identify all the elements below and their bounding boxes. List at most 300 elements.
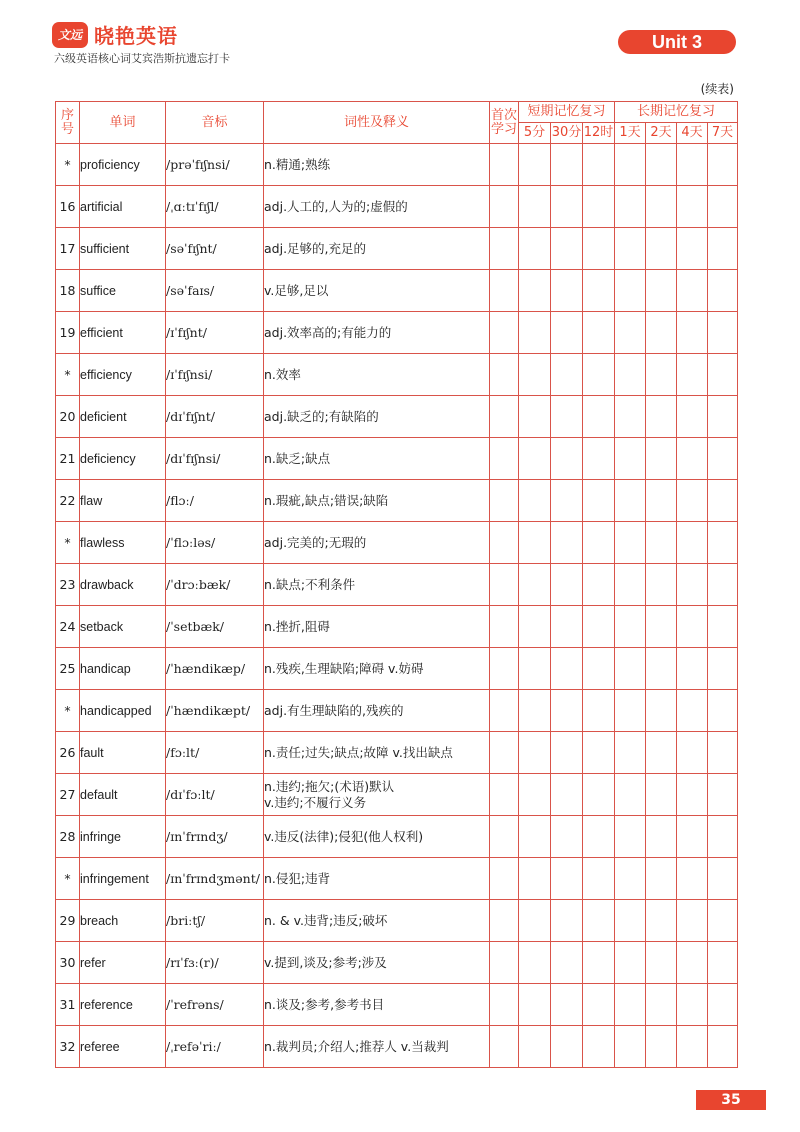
review-checkbox[interactable] (519, 774, 551, 816)
review-checkbox[interactable] (708, 522, 738, 564)
review-checkbox[interactable] (708, 732, 738, 774)
review-checkbox[interactable] (551, 942, 583, 984)
review-checkbox[interactable] (615, 186, 646, 228)
row-index: * (56, 354, 80, 396)
col-30min: 30分 (551, 123, 583, 144)
review-checkbox[interactable] (583, 690, 615, 732)
review-checkbox[interactable] (677, 816, 708, 858)
row-definition (264, 438, 490, 480)
review-checkbox[interactable] (615, 816, 646, 858)
review-checkbox[interactable] (615, 858, 646, 900)
col-index: 序号 (56, 102, 80, 144)
review-checkbox[interactable] (677, 942, 708, 984)
review-checkbox[interactable] (646, 858, 677, 900)
review-checkbox[interactable] (583, 312, 615, 354)
definition-line: n.缺点;不利条件 (264, 576, 356, 592)
review-checkbox[interactable] (708, 900, 738, 942)
table-row (56, 606, 738, 648)
review-checkbox[interactable] (646, 186, 677, 228)
review-checkbox[interactable] (646, 228, 677, 270)
review-checkbox[interactable] (551, 648, 583, 690)
row-index: 29 (56, 900, 80, 942)
row-phonetic: /ˈflɔːləs/ (166, 522, 264, 564)
col-5min: 5分 (519, 123, 551, 144)
review-checkbox[interactable] (490, 522, 519, 564)
row-phonetic: /ɪnˈfrɪndʒ/ (166, 816, 264, 858)
review-checkbox[interactable] (677, 480, 708, 522)
row-word: reference (80, 984, 166, 1026)
review-checkbox[interactable] (708, 648, 738, 690)
review-checkbox[interactable] (646, 396, 677, 438)
row-word: handicap (80, 648, 166, 690)
review-checkbox[interactable] (646, 816, 677, 858)
review-checkbox[interactable] (490, 396, 519, 438)
review-checkbox[interactable] (490, 648, 519, 690)
review-checkbox[interactable] (519, 900, 551, 942)
review-checkbox[interactable] (519, 354, 551, 396)
review-checkbox[interactable] (646, 606, 677, 648)
review-checkbox[interactable] (677, 564, 708, 606)
review-checkbox[interactable] (583, 228, 615, 270)
row-definition (264, 858, 490, 900)
review-checkbox[interactable] (551, 228, 583, 270)
review-checkbox[interactable] (551, 438, 583, 480)
review-checkbox[interactable] (583, 942, 615, 984)
review-checkbox[interactable] (490, 858, 519, 900)
review-checkbox[interactable] (551, 354, 583, 396)
row-index: 18 (56, 270, 80, 312)
row-index: 27 (56, 774, 80, 816)
row-word: refer (80, 942, 166, 984)
definition-line: adj.人工的,人为的;虚假的 (264, 198, 408, 214)
row-word: infringe (80, 816, 166, 858)
definition-line: n.侵犯;违背 (264, 870, 331, 886)
row-word: sufficient (80, 228, 166, 270)
definition-line: adj.有生理缺陷的,残疾的 (264, 702, 404, 718)
review-checkbox[interactable] (708, 606, 738, 648)
table-row (56, 312, 738, 354)
review-checkbox[interactable] (551, 564, 583, 606)
review-checkbox[interactable] (519, 522, 551, 564)
review-checkbox[interactable] (677, 438, 708, 480)
review-checkbox[interactable] (615, 564, 646, 606)
row-definition (264, 312, 490, 354)
review-checkbox[interactable] (708, 396, 738, 438)
review-checkbox[interactable] (615, 480, 646, 522)
row-word: infringement (80, 858, 166, 900)
row-index: * (56, 522, 80, 564)
review-checkbox[interactable] (708, 354, 738, 396)
review-checkbox[interactable] (490, 900, 519, 942)
review-checkbox[interactable] (708, 690, 738, 732)
review-checkbox[interactable] (551, 144, 583, 186)
review-checkbox[interactable] (615, 270, 646, 312)
row-phonetic: /ˈrefrəns/ (166, 984, 264, 1026)
col-definition: 词性及释义 (264, 102, 490, 144)
review-checkbox[interactable] (490, 228, 519, 270)
row-phonetic: /fɔːlt/ (166, 732, 264, 774)
continued-label: (续表) (700, 82, 734, 96)
review-checkbox[interactable] (490, 480, 519, 522)
logo-badge: 文远 (52, 22, 88, 48)
review-checkbox[interactable] (708, 270, 738, 312)
review-checkbox[interactable] (519, 942, 551, 984)
brand-subtitle: 六级英语核心词艾宾浩斯抗遗忘打卡 (54, 52, 230, 65)
review-checkbox[interactable] (615, 732, 646, 774)
definition-line: adj.足够的,充足的 (264, 240, 367, 256)
definition-line: adj.完美的;无瑕的 (264, 534, 367, 550)
review-checkbox[interactable] (519, 228, 551, 270)
review-checkbox[interactable] (677, 900, 708, 942)
review-checkbox[interactable] (519, 480, 551, 522)
row-definition (264, 396, 490, 438)
review-checkbox[interactable] (519, 690, 551, 732)
review-checkbox[interactable] (677, 186, 708, 228)
review-checkbox[interactable] (708, 774, 738, 816)
review-checkbox[interactable] (583, 648, 615, 690)
review-checkbox[interactable] (583, 522, 615, 564)
row-phonetic: /ɪˈfɪʃnt/ (166, 312, 264, 354)
row-definition (264, 228, 490, 270)
review-checkbox[interactable] (519, 186, 551, 228)
review-checkbox[interactable] (583, 396, 615, 438)
table-row (56, 816, 738, 858)
table-row (56, 732, 738, 774)
review-checkbox[interactable] (677, 1026, 708, 1068)
review-checkbox[interactable] (677, 522, 708, 564)
review-checkbox[interactable] (551, 774, 583, 816)
row-word: proficiency (80, 144, 166, 186)
review-checkbox[interactable] (583, 606, 615, 648)
row-definition (264, 186, 490, 228)
row-phonetic: /səˈfaɪs/ (166, 270, 264, 312)
review-checkbox[interactable] (519, 438, 551, 480)
review-checkbox[interactable] (646, 648, 677, 690)
review-checkbox[interactable] (677, 396, 708, 438)
review-checkbox[interactable] (677, 690, 708, 732)
review-checkbox[interactable] (708, 858, 738, 900)
review-checkbox[interactable] (646, 900, 677, 942)
review-checkbox[interactable] (583, 144, 615, 186)
review-checkbox[interactable] (519, 732, 551, 774)
review-checkbox[interactable] (646, 270, 677, 312)
review-checkbox[interactable] (615, 690, 646, 732)
review-checkbox[interactable] (615, 144, 646, 186)
row-definition (264, 984, 490, 1026)
review-checkbox[interactable] (677, 144, 708, 186)
row-definition (264, 354, 490, 396)
review-checkbox[interactable] (490, 732, 519, 774)
review-checkbox[interactable] (615, 942, 646, 984)
row-word: deficiency (80, 438, 166, 480)
review-checkbox[interactable] (615, 228, 646, 270)
review-checkbox[interactable] (646, 774, 677, 816)
row-definition (264, 942, 490, 984)
review-checkbox[interactable] (708, 186, 738, 228)
review-checkbox[interactable] (583, 900, 615, 942)
row-phonetic: /prəˈfɪʃnsi/ (166, 144, 264, 186)
review-checkbox[interactable] (490, 144, 519, 186)
review-checkbox[interactable] (615, 522, 646, 564)
row-phonetic: /ˈhændikæpt/ (166, 690, 264, 732)
review-checkbox[interactable] (583, 270, 615, 312)
unit-badge: Unit 3 (618, 30, 736, 54)
definition-line: n.裁判员;介绍人;推荐人 v.当裁判 (264, 1038, 449, 1054)
review-checkbox[interactable] (490, 690, 519, 732)
review-checkbox[interactable] (677, 228, 708, 270)
review-checkbox[interactable] (708, 1026, 738, 1068)
review-checkbox[interactable] (708, 228, 738, 270)
col-phonetic: 音标 (166, 102, 264, 144)
row-word: referee (80, 1026, 166, 1068)
row-definition (264, 816, 490, 858)
review-checkbox[interactable] (519, 816, 551, 858)
review-checkbox[interactable] (646, 144, 677, 186)
definition-line: v.提到,谈及;参考;涉及 (264, 954, 387, 970)
row-index: 31 (56, 984, 80, 1026)
review-checkbox[interactable] (708, 312, 738, 354)
review-checkbox[interactable] (646, 942, 677, 984)
table-row (56, 690, 738, 732)
row-index: * (56, 690, 80, 732)
review-checkbox[interactable] (677, 606, 708, 648)
row-word: efficient (80, 312, 166, 354)
review-checkbox[interactable] (583, 984, 615, 1026)
review-checkbox[interactable] (646, 1026, 677, 1068)
definition-line: adj.缺乏的;有缺陷的 (264, 408, 379, 424)
review-checkbox[interactable] (551, 312, 583, 354)
row-index: 26 (56, 732, 80, 774)
row-index: * (56, 858, 80, 900)
review-checkbox[interactable] (519, 984, 551, 1026)
review-checkbox[interactable] (646, 522, 677, 564)
review-checkbox[interactable] (677, 354, 708, 396)
review-checkbox[interactable] (583, 480, 615, 522)
review-checkbox[interactable] (551, 816, 583, 858)
definition-line: n.谈及;参考,参考书目 (264, 996, 385, 1012)
review-checkbox[interactable] (646, 438, 677, 480)
row-index: 32 (56, 1026, 80, 1068)
row-phonetic: /səˈfɪʃnt/ (166, 228, 264, 270)
review-checkbox[interactable] (490, 774, 519, 816)
review-checkbox[interactable] (519, 1026, 551, 1068)
definition-line: n.瑕疵,缺点;错误;缺陷 (264, 492, 389, 508)
review-checkbox[interactable] (490, 1026, 519, 1068)
review-checkbox[interactable] (519, 606, 551, 648)
definition-line: n. & v.违背;违反;破坏 (264, 912, 388, 928)
col-4day: 4天 (677, 123, 708, 144)
review-checkbox[interactable] (646, 984, 677, 1026)
row-index: 24 (56, 606, 80, 648)
col-first-study: 首次学习 (490, 102, 519, 144)
review-checkbox[interactable] (615, 438, 646, 480)
row-definition (264, 648, 490, 690)
row-phonetic: /ˈhændikæp/ (166, 648, 264, 690)
review-checkbox[interactable] (551, 858, 583, 900)
review-checkbox[interactable] (646, 564, 677, 606)
review-checkbox[interactable] (708, 438, 738, 480)
row-index: 23 (56, 564, 80, 606)
table-row (56, 144, 738, 186)
review-checkbox[interactable] (490, 606, 519, 648)
review-checkbox[interactable] (646, 312, 677, 354)
review-checkbox[interactable] (551, 732, 583, 774)
review-checkbox[interactable] (490, 354, 519, 396)
review-checkbox[interactable] (519, 858, 551, 900)
definition-line: n.缺乏;缺点 (264, 450, 331, 466)
review-checkbox[interactable] (677, 270, 708, 312)
row-phonetic: /ɪnˈfrɪndʒmənt/ (166, 858, 264, 900)
review-checkbox[interactable] (615, 900, 646, 942)
review-checkbox[interactable] (677, 312, 708, 354)
table-row (56, 858, 738, 900)
review-checkbox[interactable] (519, 270, 551, 312)
review-checkbox[interactable] (551, 900, 583, 942)
row-definition (264, 522, 490, 564)
row-word: flaw (80, 480, 166, 522)
review-checkbox[interactable] (551, 270, 583, 312)
review-checkbox[interactable] (490, 564, 519, 606)
review-checkbox[interactable] (615, 774, 646, 816)
review-checkbox[interactable] (551, 1026, 583, 1068)
review-checkbox[interactable] (615, 396, 646, 438)
review-checkbox[interactable] (583, 774, 615, 816)
table-row (56, 648, 738, 690)
review-checkbox[interactable] (708, 480, 738, 522)
row-definition (264, 1026, 490, 1068)
review-checkbox[interactable] (677, 858, 708, 900)
row-definition (264, 900, 490, 942)
review-checkbox[interactable] (519, 564, 551, 606)
row-phonetic: /dɪˈfɪʃnsi/ (166, 438, 264, 480)
row-index: 28 (56, 816, 80, 858)
row-phonetic: /rɪˈfɜː(r)/ (166, 942, 264, 984)
row-definition (264, 270, 490, 312)
review-checkbox[interactable] (615, 648, 646, 690)
review-checkbox[interactable] (646, 690, 677, 732)
row-index: 21 (56, 438, 80, 480)
review-checkbox[interactable] (519, 144, 551, 186)
review-checkbox[interactable] (583, 858, 615, 900)
review-checkbox[interactable] (615, 1026, 646, 1068)
review-checkbox[interactable] (551, 690, 583, 732)
review-checkbox[interactable] (519, 312, 551, 354)
row-index: 19 (56, 312, 80, 354)
review-checkbox[interactable] (677, 984, 708, 1026)
review-checkbox[interactable] (583, 186, 615, 228)
row-phonetic: /dɪˈfɔːlt/ (166, 774, 264, 816)
definition-line: v.违反(法律);侵犯(他人权利) (264, 828, 424, 844)
brand-name: 晓艳英语 (94, 24, 178, 48)
definition-line: n.效率 (264, 366, 301, 382)
row-index: 30 (56, 942, 80, 984)
review-checkbox[interactable] (551, 396, 583, 438)
definition-line: n.精通;熟练 (264, 156, 331, 172)
review-checkbox[interactable] (708, 984, 738, 1026)
col-2day: 2天 (646, 123, 677, 144)
review-checkbox[interactable] (615, 984, 646, 1026)
review-checkbox[interactable] (551, 606, 583, 648)
row-word: flawless (80, 522, 166, 564)
row-phonetic: /ɪˈfɪʃnsi/ (166, 354, 264, 396)
row-index: 17 (56, 228, 80, 270)
row-definition (264, 606, 490, 648)
row-phonetic: /ˌɑːtɪˈfɪʃl/ (166, 186, 264, 228)
row-index: 16 (56, 186, 80, 228)
review-checkbox[interactable] (551, 186, 583, 228)
review-checkbox[interactable] (583, 1026, 615, 1068)
review-checkbox[interactable] (519, 396, 551, 438)
vocab-body (56, 144, 738, 1068)
review-checkbox[interactable] (583, 438, 615, 480)
table-row (56, 522, 738, 564)
definition-line: n.挫折,阻碍 (264, 618, 330, 634)
review-checkbox[interactable] (490, 270, 519, 312)
review-checkbox[interactable] (677, 732, 708, 774)
review-checkbox[interactable] (551, 522, 583, 564)
row-phonetic: /ˈsetbæk/ (166, 606, 264, 648)
row-definition (264, 564, 490, 606)
table-row (56, 1026, 738, 1068)
review-checkbox[interactable] (615, 354, 646, 396)
review-checkbox[interactable] (646, 480, 677, 522)
row-phonetic: /ˈdrɔːbæk/ (166, 564, 264, 606)
table-row (56, 186, 738, 228)
review-checkbox[interactable] (490, 816, 519, 858)
review-checkbox[interactable] (583, 354, 615, 396)
review-checkbox[interactable] (583, 564, 615, 606)
review-checkbox[interactable] (490, 438, 519, 480)
row-word: artificial (80, 186, 166, 228)
review-checkbox[interactable] (708, 816, 738, 858)
review-checkbox[interactable] (615, 312, 646, 354)
table-row (56, 396, 738, 438)
definition-line: n.残疾,生理缺陷;障碍 v.妨碍 (264, 660, 424, 676)
review-checkbox[interactable] (708, 942, 738, 984)
review-checkbox[interactable] (490, 942, 519, 984)
review-checkbox[interactable] (646, 354, 677, 396)
review-checkbox[interactable] (583, 732, 615, 774)
row-word: suffice (80, 270, 166, 312)
col-12h: 12时 (583, 123, 615, 144)
row-index: 22 (56, 480, 80, 522)
row-index: 20 (56, 396, 80, 438)
review-checkbox[interactable] (646, 732, 677, 774)
table-row (56, 564, 738, 606)
row-definition (264, 732, 490, 774)
row-definition (264, 774, 490, 816)
review-checkbox[interactable] (677, 774, 708, 816)
row-phonetic: /dɪˈfɪʃnt/ (166, 396, 264, 438)
review-checkbox[interactable] (490, 186, 519, 228)
review-checkbox[interactable] (615, 606, 646, 648)
col-short-term: 短期记忆复习 (519, 102, 615, 123)
review-checkbox[interactable] (677, 648, 708, 690)
vocab-table (55, 101, 738, 1068)
review-checkbox[interactable] (519, 648, 551, 690)
review-checkbox[interactable] (490, 984, 519, 1026)
table-row (56, 270, 738, 312)
review-checkbox[interactable] (708, 564, 738, 606)
review-checkbox[interactable] (708, 144, 738, 186)
review-checkbox[interactable] (583, 816, 615, 858)
review-checkbox[interactable] (551, 480, 583, 522)
col-7day: 7天 (708, 123, 738, 144)
page-number: 35 (696, 1090, 766, 1110)
review-checkbox[interactable] (551, 984, 583, 1026)
review-checkbox[interactable] (490, 312, 519, 354)
table-row (56, 900, 738, 942)
